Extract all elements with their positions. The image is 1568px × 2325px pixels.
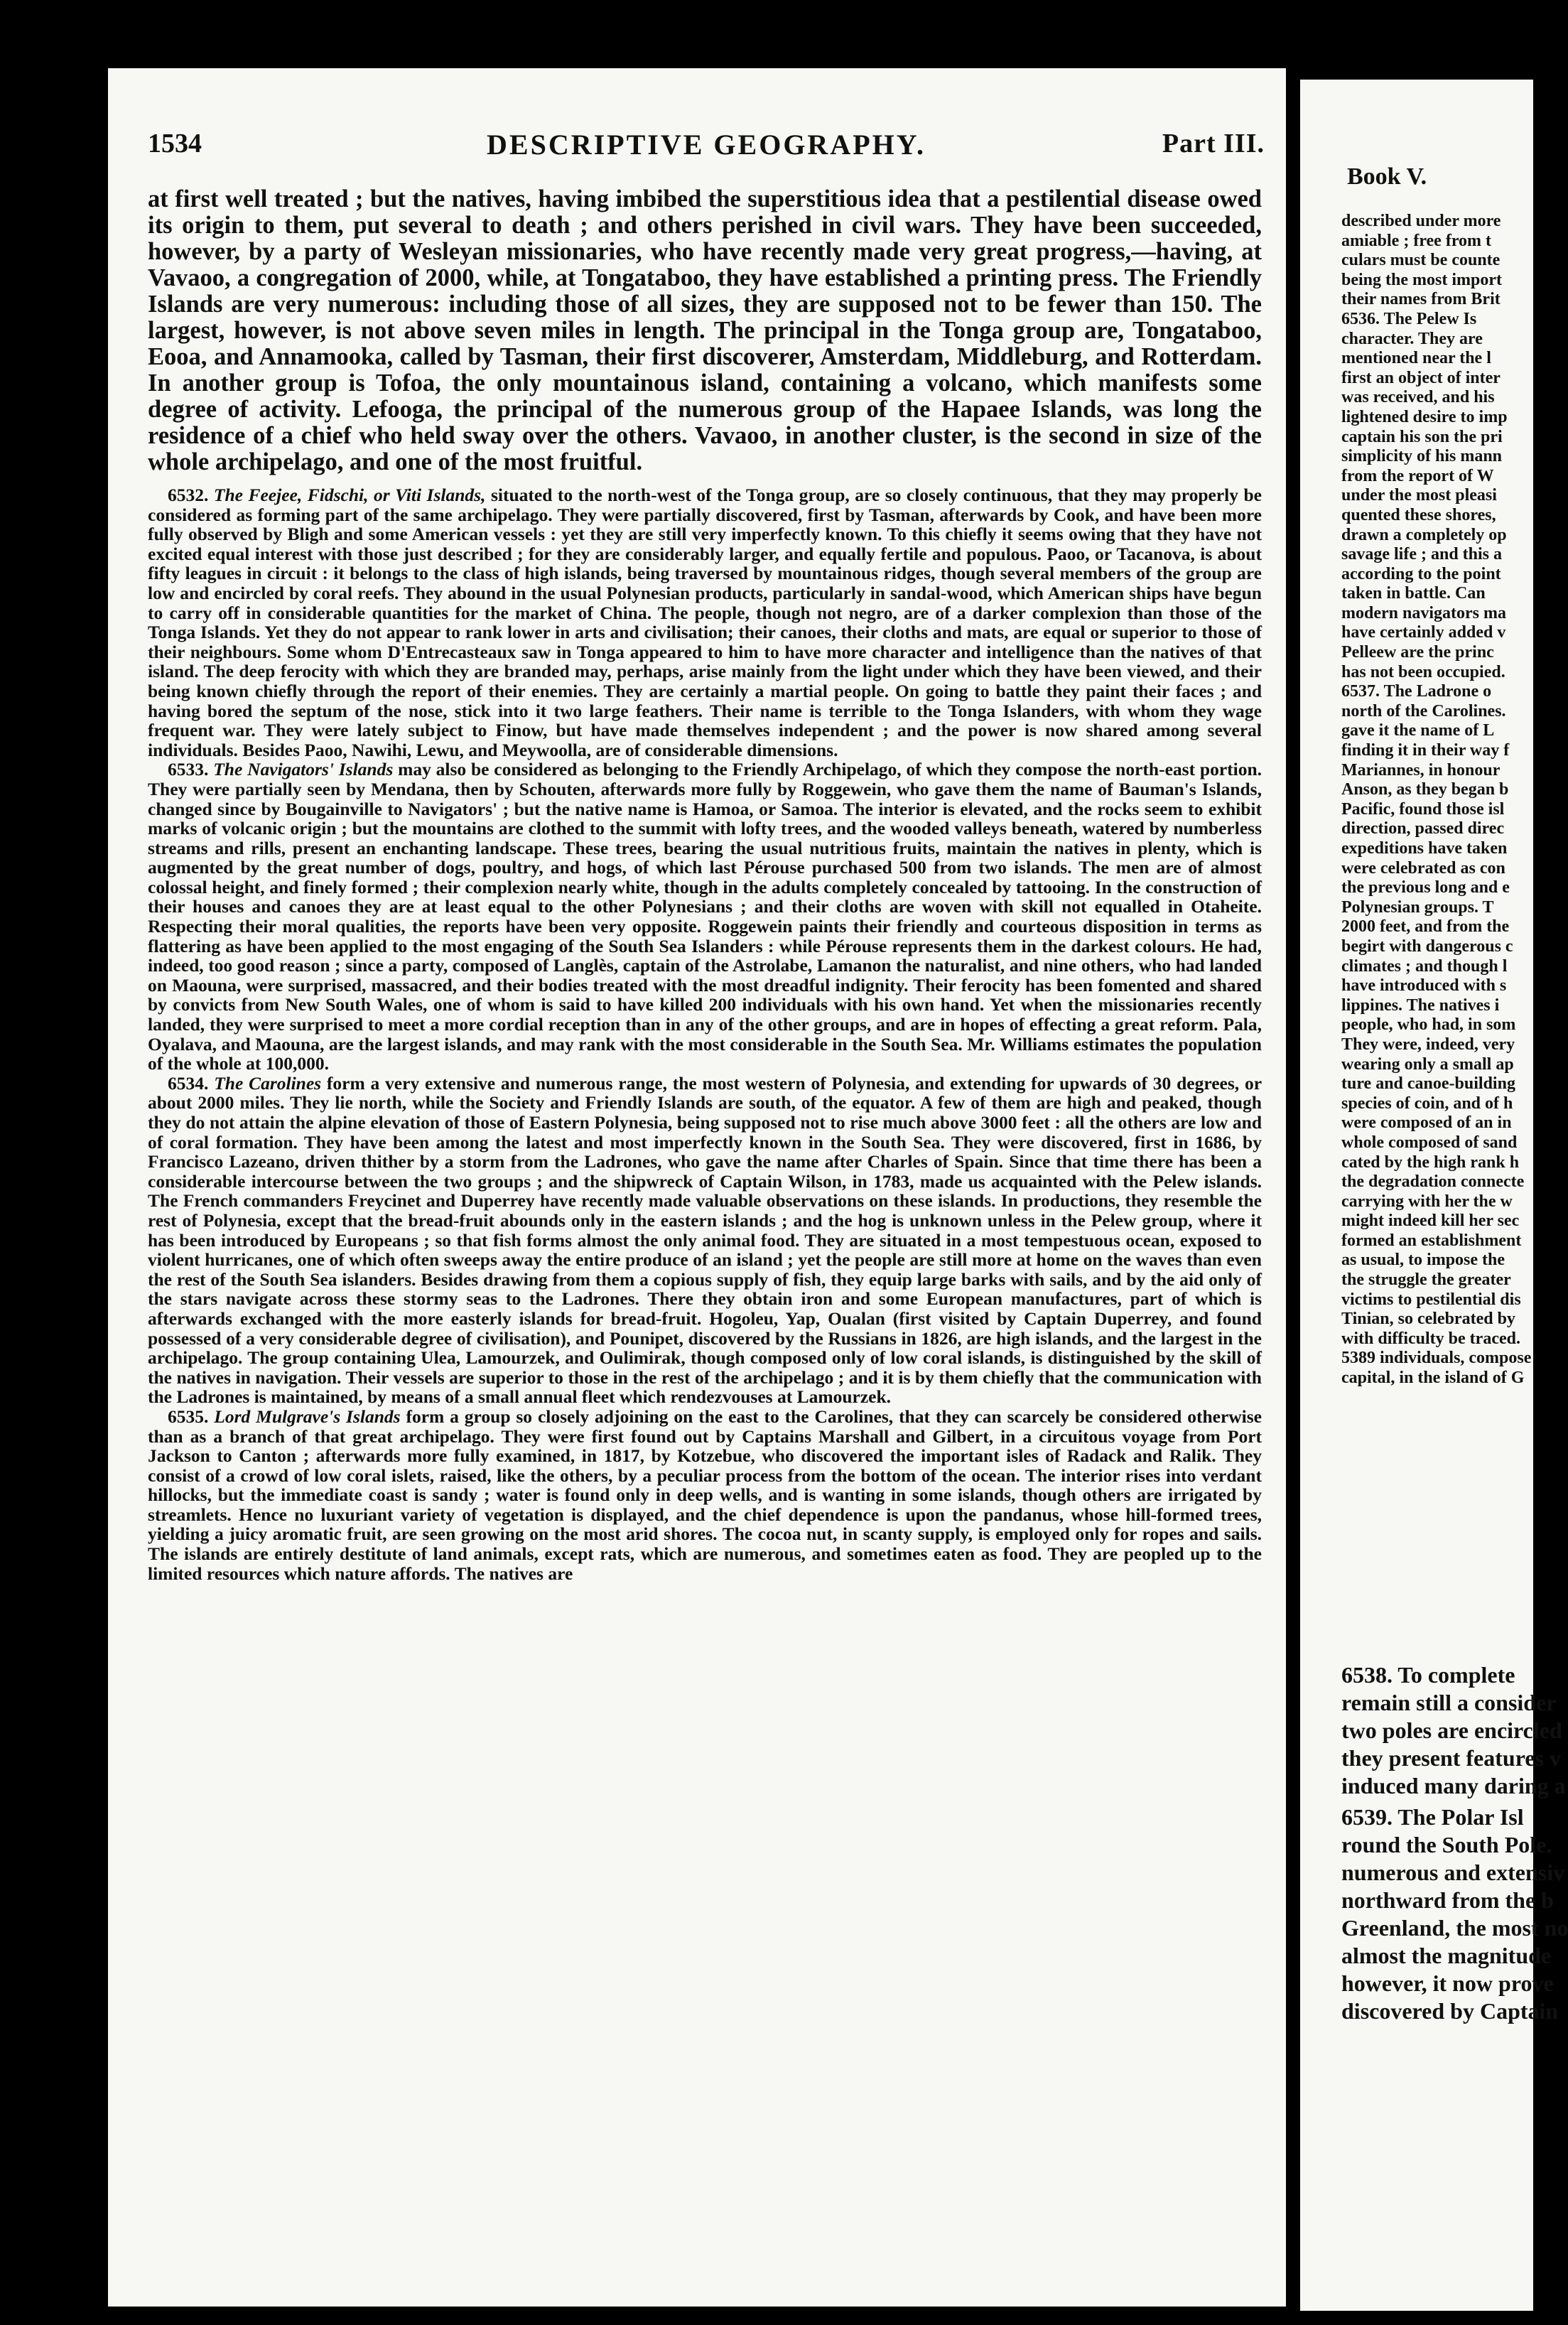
right-page-line: Pacific, found those isl	[1341, 799, 1505, 819]
right-page-section-6539	[1341, 1803, 1568, 2025]
paragraph-6535	[148, 1407, 1262, 1583]
lead-paragraph: at first well treated ; but the natives, having imbibed the superstitious idea that a pestilential disease owed its origin to them, put several to death ; and others perished in civil wars. They have been succeeded, however, by a party of Wesleyan missionaries, who have recently made very great progress,—having, at Vavaoo, a congregation of 2000, while, at Tongataboo, they have established a printing press. The Friendly Islands are very numerous: including those of all sizes, they are supposed not to be fewer than 150. The largest, however, is not above seven miles in length. The principal in the Tonga group are, Tongataboo, Eooa, and Annamooka, called by Tasman, their first discoverer, Amsterdam, Middleburg, and Rotterdam. In another group is Tofoa, the only mountainous island, containing a volcano, which manifests some degree of activity. Lefooga, the principal of the numerous group of the Hapaee Islands, was long the residence of a chief who held sway over the others. Vavaoo, in another cluster, is the second in size of the whole archipelago, and one of the most fruitful.	[148, 185, 1262, 475]
paragraph-heading: The Carolines	[214, 1072, 322, 1094]
page-number: 1534	[148, 129, 202, 158]
right-page-section-6538	[1341, 1661, 1566, 1800]
right-page-line: lippines. The natives i	[1341, 996, 1500, 1015]
paragraph-number: 6534.	[168, 1072, 209, 1094]
right-page-line: the struggle the greater	[1341, 1271, 1511, 1290]
right-page-line: cated by the high rank h	[1341, 1153, 1520, 1172]
right-page-line: direction, passed direc	[1341, 819, 1505, 838]
right-page-line: Mariannes, in honour	[1341, 760, 1501, 780]
right-page-line: discovered by Captain	[1341, 1998, 1559, 2024]
right-page-line: savage life ; and this a	[1341, 545, 1503, 564]
right-page-line: gave it the name of L	[1341, 721, 1495, 740]
paragraph-heading: The Feejee, Fidschi, or Viti Islands,	[213, 485, 486, 505]
right-page-line: 2000 feet, and from the	[1341, 917, 1510, 937]
right-page-line: northward from the b	[1341, 1887, 1554, 1913]
right-page-line: modern navigators ma	[1341, 603, 1506, 622]
right-page-line: as usual, to impose the	[1341, 1251, 1505, 1270]
right-page-line: amiable ; free from t	[1341, 231, 1492, 250]
right-page-line: ture and canoe-building	[1341, 1074, 1515, 1094]
right-page-line: whole composed of sand	[1341, 1133, 1518, 1152]
right-page-line: capital, in the island of G	[1341, 1369, 1525, 1388]
right-page-line: lightened desire to imp	[1341, 407, 1508, 426]
paragraph-6533	[148, 760, 1262, 1074]
right-page-line: carrying with her the w	[1341, 1192, 1513, 1211]
right-page-line: Greenland, the most no	[1341, 1915, 1568, 1941]
paragraph-6534	[148, 1074, 1262, 1407]
right-page-line: 5389 individuals, compose	[1341, 1349, 1532, 1368]
right-page-line: however, it now prove	[1341, 1970, 1554, 1996]
right-page-line: being the most import	[1341, 270, 1502, 289]
right-page-line: They were, indeed, very	[1341, 1035, 1515, 1054]
page-header	[148, 128, 1265, 171]
right-page-line: numerous and extensiv	[1341, 1860, 1565, 1885]
right-page-line: formed an establishment	[1341, 1231, 1522, 1250]
right-page-line: they present features v	[1341, 1745, 1561, 1771]
main-text-column	[148, 186, 1262, 1583]
right-page-line: described under more	[1341, 212, 1501, 230]
paragraph-text: situated to the north-west of the Tonga group, are so closely continuous, that they may properly be considered as forming part of the same archipelago. They were partially discovered, first by Tasman, afterwards by Cook, and have been more fully observed by Bligh and some American vessels : yet they are still very imperfectly known. To this chiefly it seems owing that they have not excited equal interest with those just described ; for they are considerably larger, and equally fertile and populous. Paoo, or Tacanova, is about fifty leagues in circuit : it belongs to the class of high islands, being traversed by mountainous ridges, though several members of the group are low and encircled by coral reefs. They abound in the usual Polynesian products, particularly in sandal-wood, which American ships have begun to carry off in considerable quantities for the market of China. The people, though not negro, are of a darker complexion than those of the Tonga Islands. Yet they do not appear to rank lower in arts and civilisation; their canoes, their cloths and mats, are equal or superior to those of their neighbours. Some whom D'Entrecasteaux saw in Tonga appeared to him to have more character and intelligence than the natives of that island. The deep ferocity with which they are branded may, perhaps, arise mainly from the light under which they have been viewed, and their being known chiefly through the report of their enemies. They are certainly a martial people. On going to battle they paint their faces ; and having bored the septum of the nose, stick into it two large feathers. Their name is terrible to the Tonga Islanders, with whom they wage frequent war. They were lately subject to Finow, but have made themselves independent ; and the power is now shared among several individuals. Besides Paoo, Nawihi, Lewu, and Meywoolla, are of considerable dimensions.	[148, 485, 1262, 760]
right-page-line: culars must be counte	[1341, 251, 1501, 270]
right-page-line: character. They are	[1341, 329, 1483, 348]
paragraph-number: 6532.	[168, 485, 209, 505]
right-page-line: from the report of W	[1341, 466, 1494, 485]
right-page-line: remain still a consider	[1341, 1690, 1557, 1715]
right-page-line: 6536. The Pelew Is	[1341, 309, 1477, 328]
right-page-line: north of the Carolines.	[1341, 701, 1506, 721]
right-page-line: were celebrated as con	[1341, 858, 1505, 878]
right-page-line: with difficulty be traced.	[1341, 1329, 1520, 1348]
right-page-line: 6538. To complete	[1341, 1662, 1515, 1688]
right-page-line: their names from Brit	[1341, 290, 1501, 309]
right-page-line: has not been occupied.	[1341, 662, 1505, 681]
paragraph-6532	[148, 485, 1262, 760]
paragraph-text: may also be considered as belonging to the Friendly Archipelago, of which they compose the north-east portion. They were partially seen by Mendana, then by Schouten, afterwards more fully by Roggewein, who gave them the name of Bauman's Islands, changed since by Bougainville to Navigators' ; but the native name is Hamoa, or Samoa. The interior is elevated, and the rocks seem to exhibit marks of volcanic origin ; but the mountains are clothed to the summit with lofty trees, and the wooded valleys beneath, watered by numberless streams and rills, present an enchanting landscape. These trees, bearing the usual nutritious fruits, maintain the natives in plenty, which is augmented by the great number of dogs, poultry, and hogs, of which last Pérouse purchased 500 from two islands. The men are of almost colossal height, and finely formed ; their complexion nearly white, though in the adults completely concealed by tattooing. In the construction of their houses and canoes they are at least equal to the other Polynesians ; and their cloths are woven with skill not equalled in Otaheite. Respecting their moral qualities, the reports have been very opposite. Roggewein paints their friendly and courteous disposition in terms as flattering as have been applied to the most engaging of the South Sea Islanders : while Pérouse represents them in the darkest colours. He had, indeed, too good reason ; since a party, composed of Langlès, captain of the Astrolabe, Lamanon the naturalist, and nine others, who had landed on Maouna, were surprised, massacred, and their bodies treated with the most dreadful indignity. Their ferocity has been fomented and shared by convicts from New South Wales, one of whom is said to have killed 200 individuals with his own hand. Yet when the missionaries recently landed, they were surprised to meet a more cordial reception than in any of the other groups, and are in hopes of effecting a great reform. Pala, Oyalava, and Maouna, are the largest islands, and may rank with the most considerable in the South Sea. Mr. Williams estimates the population of the whole at 100,000.	[148, 759, 1262, 1074]
right-page-line: according to the point	[1341, 564, 1501, 583]
right-page-line: expeditions have taken	[1341, 839, 1508, 858]
right-page-line: taken in battle. Can	[1341, 584, 1486, 603]
part-label: Part III.	[1162, 129, 1265, 158]
right-page-line: climates ; and though l	[1341, 956, 1508, 976]
right-page-line: captain his son the pri	[1341, 427, 1503, 446]
right-page-line: Polynesian groups. T	[1341, 897, 1494, 917]
right-page-line: almost the magnitude	[1341, 1943, 1552, 1968]
right-page-line: 6539. The Polar Isl	[1341, 1804, 1524, 1830]
running-title: DESCRIPTIVE GEOGRAPHY.	[487, 129, 926, 161]
right-page-line: 6537. The Ladrone o	[1341, 682, 1492, 701]
right-page-line: induced many daring a	[1341, 1773, 1566, 1798]
right-page-line: mentioned near the l	[1341, 349, 1491, 368]
paragraph-number: 6535.	[168, 1406, 209, 1427]
right-page-line: people, who had, in som	[1341, 1015, 1516, 1035]
right-page-column-text	[1341, 212, 1555, 1388]
right-page-line: quented these shores,	[1341, 505, 1496, 524]
right-page-line: have certainly added v	[1341, 623, 1506, 642]
right-page-line: Tinian, so celebrated by	[1341, 1310, 1515, 1329]
right-page-line: round the South Pole.	[1341, 1832, 1552, 1857]
right-page-line: were composed of an in	[1341, 1113, 1512, 1133]
paragraph-text: form a very extensive and numerous range, the most western of Polynesia, and extending for upwards of 30 degrees, or about 2000 miles. They lie north, while the Society and Friendly Islands are south, of the equator. A few of them are high and peaked, though they do not attain the alpine elevation of those of Eastern Polynesia, being supposed not to rise much above 3000 feet : all the others are low and of coral formation. They have been among the latest and most imperfectly known in the South Sea. They were discovered, first in 1686, by Francisco Lazeano, driven thither by a storm from the Ladrones, who gave the name after Charles of Spain. Since that time there has been a considerable intercourse between the two groups ; and the shipwreck of Captain Wilson, in 1783, made us acquainted with the Pelew islands. The French commanders Freycinet and Duperrey have recently made valuable observations on these islands. In productions, they resemble the rest of Polynesia, except that the bread-fruit abounds only in the eastern islands ; and the hog is unknown unless in the Pelew group, where it has been introduced by Europeans ; so that fish forms almost the only animal food. They are situated in a most tempestuous ocean, exposed to violent hurricanes, one of which often sweeps away the entire produce of an island ; yet the people are still more at home on the waves than even the rest of the South Sea islanders. Besides drawing from them a copious supply of fish, they equip large barks with sails, and by the aid only of the stars navigate across these stormy seas to the Ladrones. There they obtain iron and some European manufactures, part of which is afterwards exchanged with the more easterly islands for bread-fruit. Hogoleu, Yap, Oualan (first visited by Captain Duperrey, and found possessed of a very considerable degree of civilisation), and Pounipet, discovered by the Russians in 1826, are high islands, and the largest in the archipelago. The group containing Ulea, Lamourzek, and Oulimirak, though composed only of low coral islands, is distinguished by the skill of the natives in navigation. Their vessels are superior to those in the rest of the archipelago ; and it is by them chiefly that the communication with the Ladrones is maintained, by means of a small annual fleet which rendezvouses at Lamourzek.	[148, 1072, 1262, 1408]
right-page-line: Anson, as they began b	[1341, 780, 1509, 799]
right-page-line: begirt with dangerous c	[1341, 937, 1513, 956]
right-page-line: victims to pestilential dis	[1341, 1290, 1521, 1309]
right-page-line: the degradation connecte	[1341, 1172, 1525, 1192]
right-page	[1300, 80, 1568, 2311]
right-page-line: simplicity of his mann	[1341, 447, 1503, 466]
right-page-line: two poles are encircled	[1341, 1717, 1562, 1743]
right-page-line: the previous long and e	[1341, 878, 1510, 897]
right-page-line: Pelleew are the princ	[1341, 643, 1494, 662]
right-page-line: might indeed kill her sec	[1341, 1212, 1520, 1231]
paragraph-text: form a group so closely adjoining on the east to the Carolines, that they can scarcely be considered otherwise than as a branch of that great archipelago. They were first found out by Captains Marshall and Gilbert, in a circuitous voyage from Port Jackson to Canton ; afterwards more fully examined, in 1817, by Kotzebue, who discovered the important isles of Radack and Ralik. They consist of a crowd of low coral islets, raised, like the others, by a peculiar process from the bottom of the ocean. The interior rises into verdant hillocks, but the immediate coast is sandy ; water is found only in deep wells, and is wanting in some islands, though others are irrigated by streamlets. Hence no luxuriant variety of vegetation is displayed, and the chief dependence is upon the pandanus, whose hill-formed trees, yielding a juicy aromatic fruit, are seen growing on the most arid shores. The cocoa nut, in scanty supply, is employed only for ropes and sails. The islands are entirely destitute of land animals, except rats, which are numerous, and sometimes eaten as food. They are peopled up to the limited resources which nature affords. The natives are	[148, 1406, 1262, 1584]
right-page-line: wearing only a small ap	[1341, 1054, 1514, 1074]
right-page-line: species of coin, and of h	[1341, 1094, 1513, 1113]
right-page-line: have introduced with s	[1341, 976, 1507, 996]
paragraph-heading: Lord Mulgrave's Islands	[214, 1406, 401, 1427]
right-page-line: under the most pleasi	[1341, 486, 1497, 505]
right-page-line: drawn a completely op	[1341, 525, 1507, 544]
paragraph-number: 6533.	[168, 759, 209, 780]
right-page-line: first an object of inter	[1341, 368, 1501, 387]
right-page-line: was received, and his	[1341, 388, 1495, 407]
paragraph-heading: The Navigators' Islands	[213, 759, 394, 780]
right-page-line: finding it in their way f	[1341, 741, 1510, 760]
book-label: Book V.	[1347, 163, 1427, 190]
